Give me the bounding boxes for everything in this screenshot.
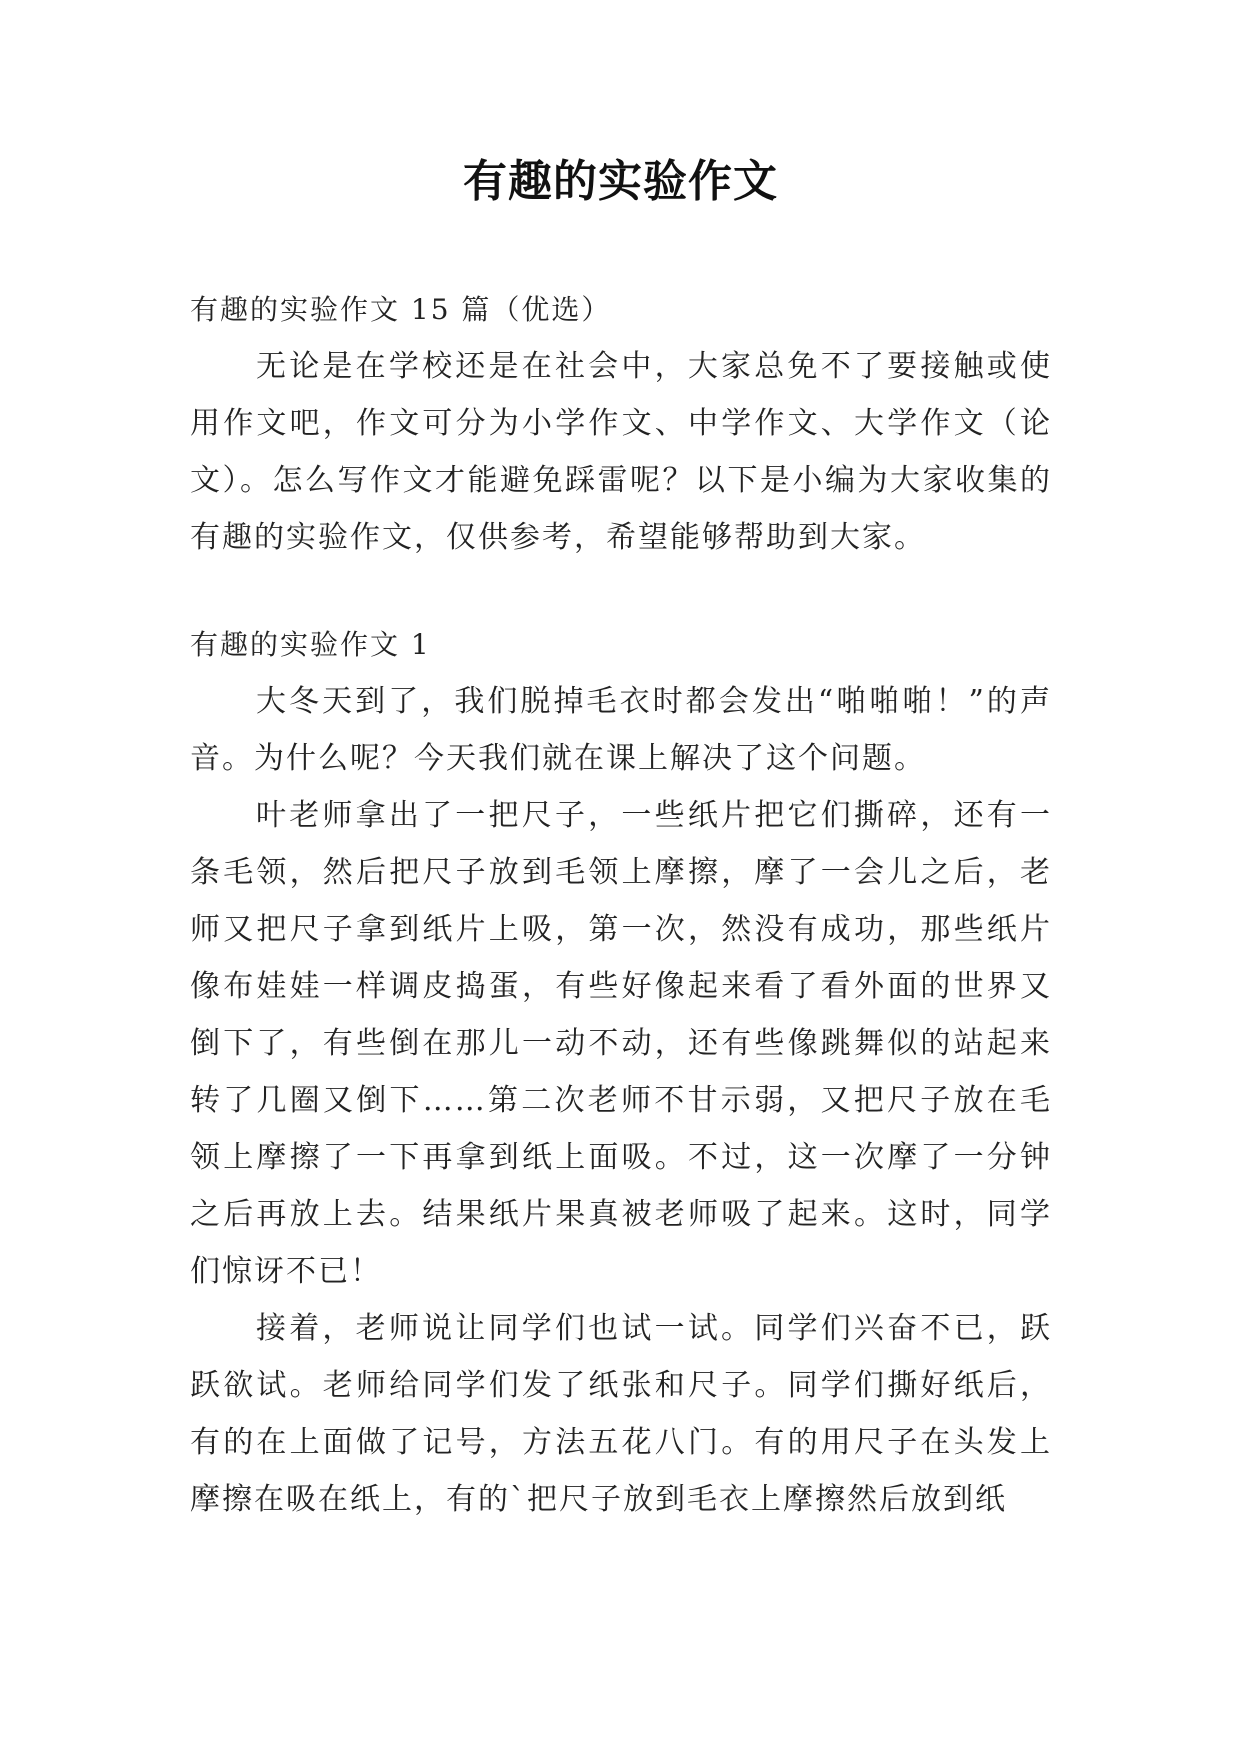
document-subtitle: 有趣的实验作文 15 篇（优选） — [190, 293, 612, 326]
document-title: 有趣的实验作文 — [463, 156, 778, 207]
document-body — [190, 288, 1052, 1528]
essay-paragraph-2: 叶老师拿出了一把尺子，一些纸片把它们撕碎，还有一条毛领，然后把尺子放到毛领上摩擦，摩了一会儿之后，老师又把尺子拿到纸片上吸，第一次，然没有成功，那些纸片像布娃娃一样调皮捣蛋，有些好像起来看了看外面的世界又倒下了，有些倒在那儿一动不动，还有些像跳舞似的站起来转了几圈又倒下……第二次老师不甘示弱，又把尺子放在毛领上摩擦了一下再拿到纸上面吸。不过，这一次摩了一分钟之后再放上去。结果纸片果真被老师吸了起来。这时，同学们惊讶不已！ — [190, 798, 1052, 1289]
essay-heading: 有趣的实验作文 1 — [190, 628, 431, 661]
essay-paragraph-1: 大冬天到了，我们脱掉毛衣时都会发出“啪啪啪！”的声音。为什么呢？今天我们就在课上解决了这个问题。 — [190, 684, 1052, 776]
intro-paragraph: 无论是在学校还是在社会中，大家总免不了要接触或使用作文吧，作文可分为小学作文、中学作文、大学作文（论文）。怎么写作文才能避免踩雷呢？以下是小编为大家收集的有趣的实验作文，仅供参考，希望能够帮助到大家。 — [190, 349, 1052, 555]
section-spacer — [190, 566, 1052, 623]
essay-paragraph-3: 接着，老师说让同学们也试一试。同学们兴奋不已，跃跃欲试。老师给同学们发了纸张和尺子。同学们撕好纸后，有的在上面做了记号，方法五花八门。有的用尺子在头发上摩擦在吸在纸上，有的`把尺子放到毛衣上摩擦然后放到纸 — [190, 1311, 1052, 1517]
